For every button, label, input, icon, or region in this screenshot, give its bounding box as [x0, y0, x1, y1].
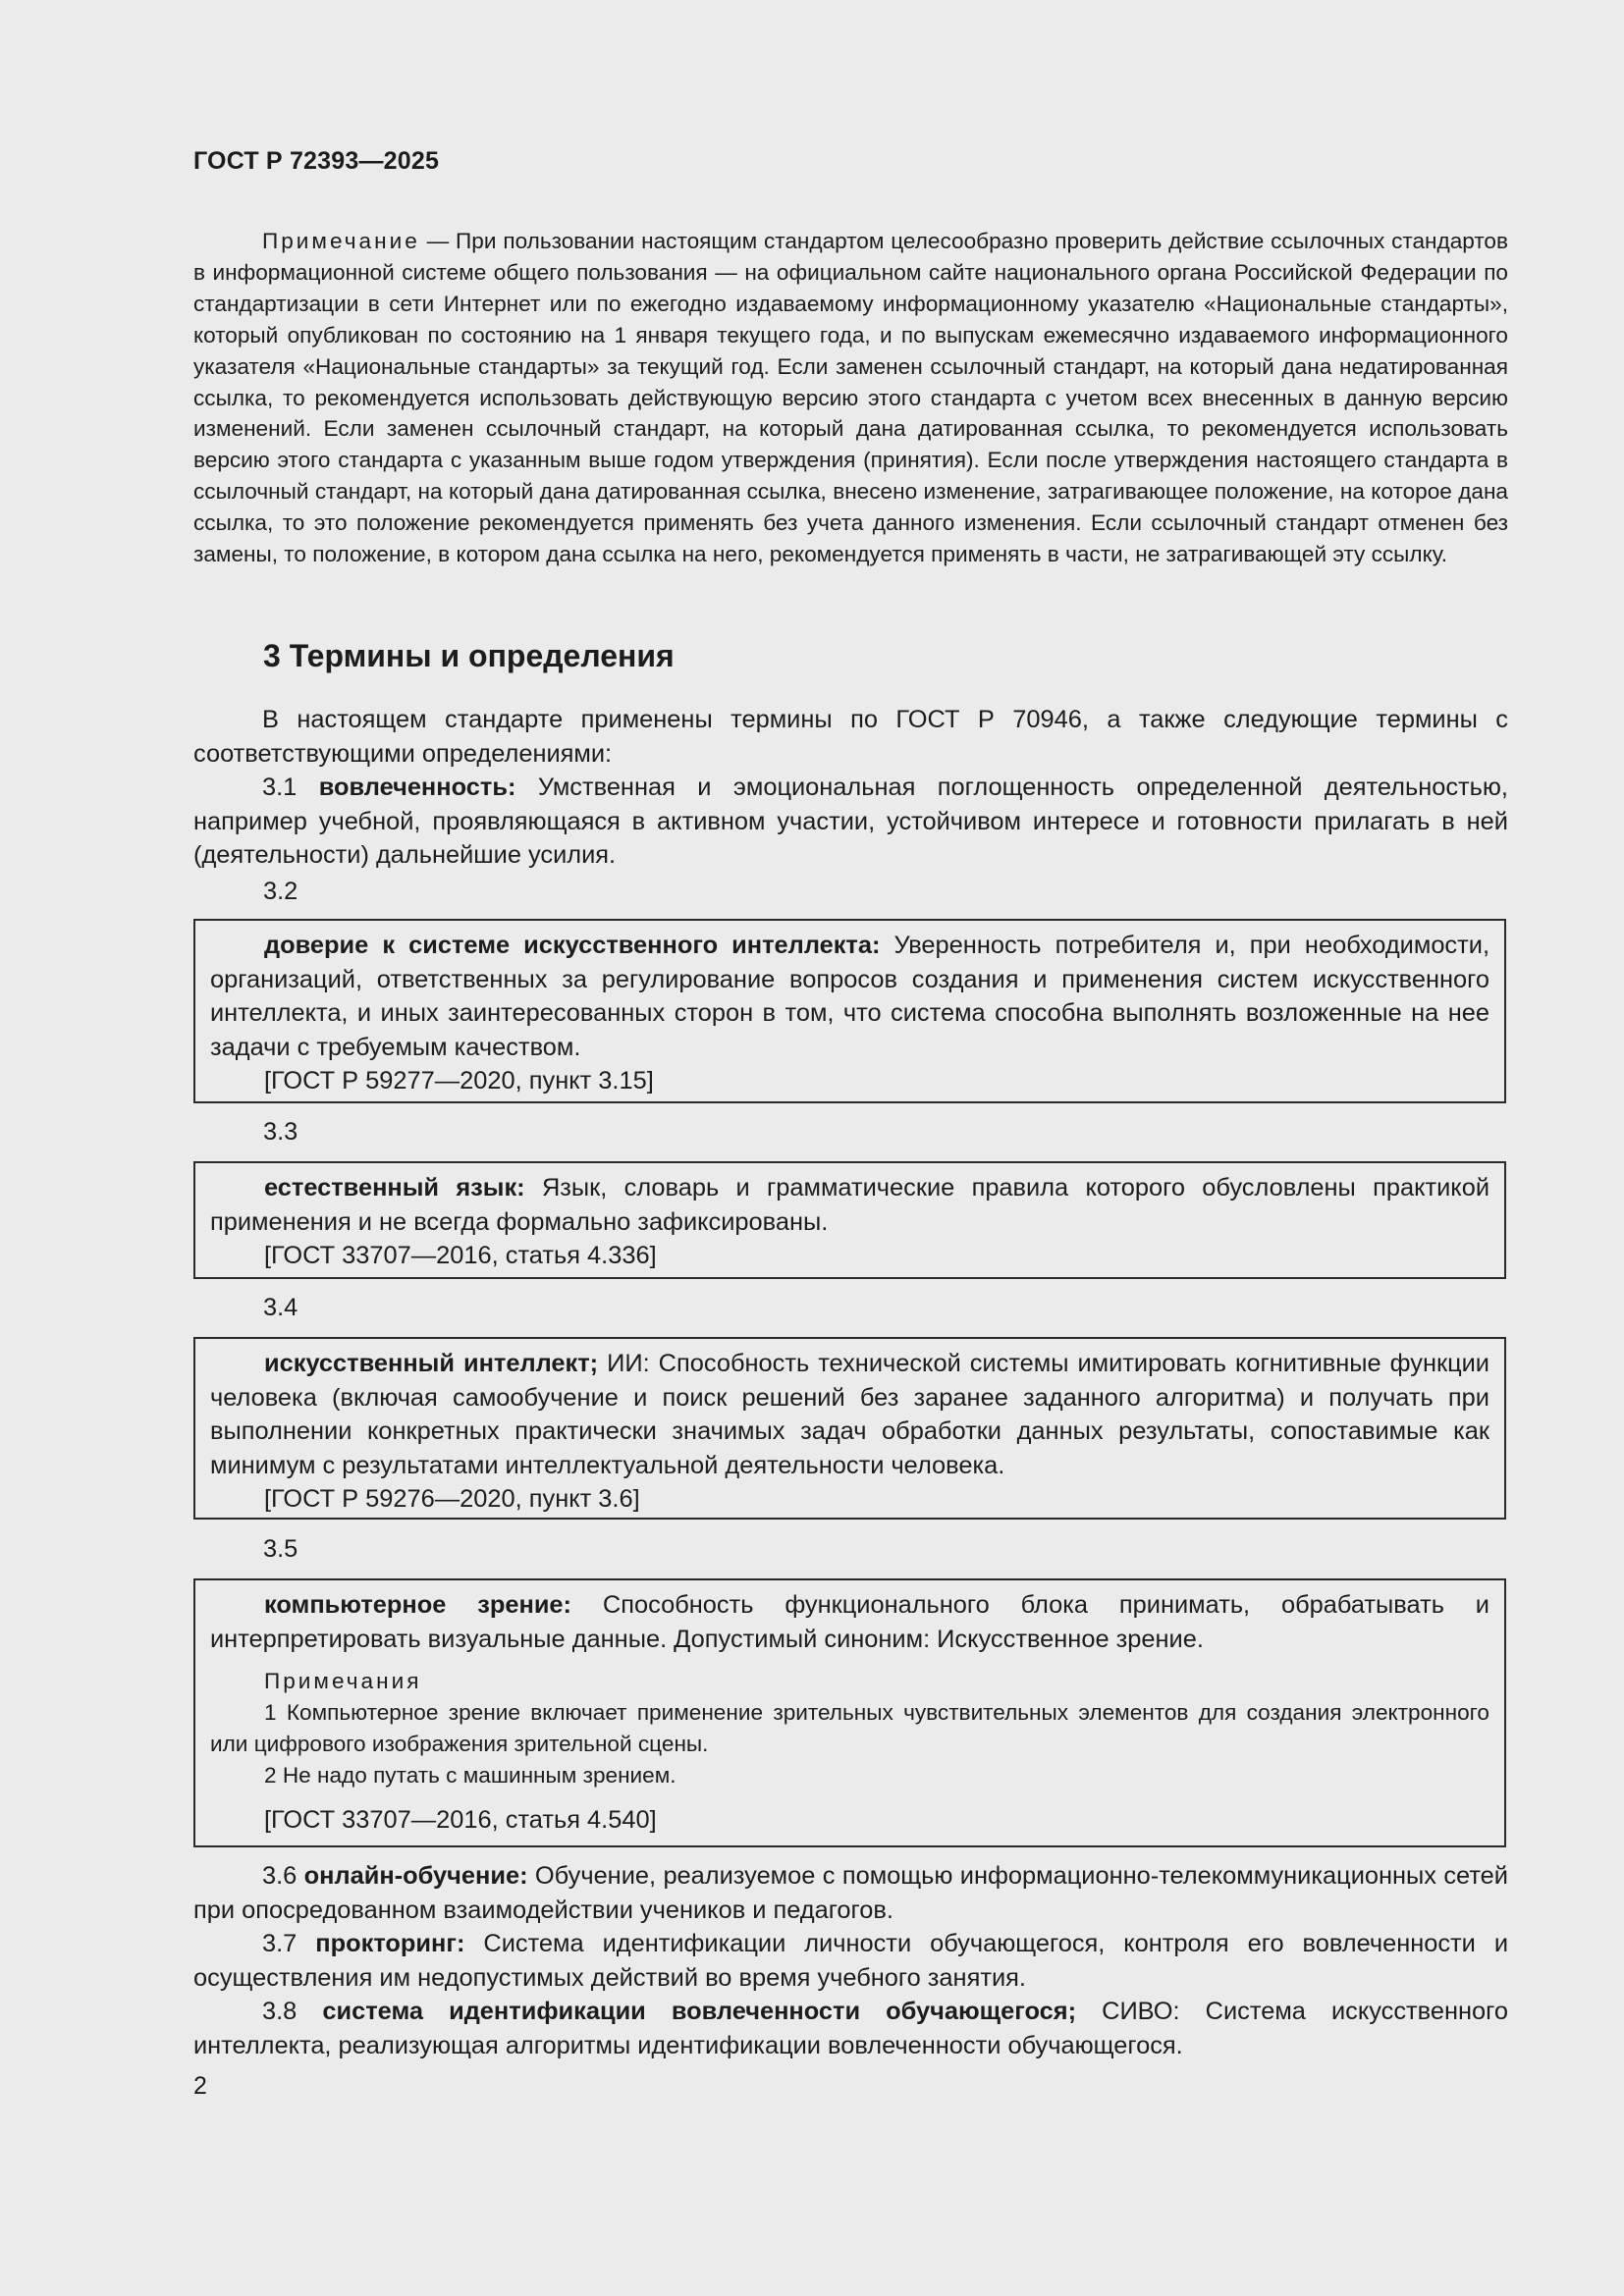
term-number-3-2: 3.2 — [263, 878, 298, 905]
page-number: 2 — [193, 2072, 207, 2100]
term-number: 3.8 — [262, 1998, 323, 2025]
term-definition: Обучение, реализуемое с помощью информационно-телекоммуникационных сетей при опосредованном взаимодействии учеников и педагогов. — [193, 1862, 1508, 1924]
term-3-2 — [210, 929, 1489, 1064]
term-number: 3.6 — [262, 1862, 304, 1890]
term-definition: Система идентификации личности обучающегося, контроля его вовлеченности и осуществления им недопустимых действий во время учебного занятия. — [193, 1930, 1508, 1992]
term-3-3 — [210, 1171, 1489, 1239]
document-header: ГОСТ Р 72393—2025 — [193, 147, 440, 175]
term-definition: Уверенность потребителя и, при необходимости, организаций, ответственных за регулирование вопросов создания и применения систем искусственного интеллекта, и иных заинтересованных сторон в том, что система способна выполнять возложенные на нее задачи с требуемым качеством. — [210, 932, 1489, 1061]
note-text: — При пользовании настоящим стандартом целесообразно проверить действие ссылочных стандартов в информационной системе общего пользования — на официальном сайте национального органа Российской Федерации по стандартизации в сети Интернет или по ежегодно издаваемому информационному указателю «Национальные стандарты», который опубликован по состоянию на 1 января текущего года, и по выпускам ежемесячно издаваемого информационного указателя «Национальные стандарты» за текущий год. Если заменен ссылочный стандарт, на который дана недатированная ссылка, то рекомендуется использовать действующую версию этого стандарта с учетом всех внесенных в данную версию изменений. Если заменен ссылочный стандарт, на который дана датированная ссылка, то рекомендуется использовать версию этого стандарта с указанным выше годом утверждения (принятия). Если после утверждения настоящего стандарта в ссылочный стандарт, на который дана датированная ссылка, внесено изменение, затрагивающее положение, на которое дана ссылка, то это положение рекомендуется применять без учета данного изменения. Если ссылочный стандарт отменен без замены, то положение, в котором дана ссылка на него, рекомендуется применять в части, не затрагивающей эту ссылку. — [193, 229, 1508, 567]
term-box-3-4 — [193, 1337, 1506, 1520]
term-box-3-2 — [193, 919, 1506, 1103]
term-definition: СИВО: Система искусственного интеллекта, реализующая алгоритмы идентификации вовлеченности обучающегося. — [193, 1998, 1508, 2059]
term-note-2: 2 Не надо путать с машинным зрением. — [264, 1763, 677, 1788]
term-box-3-5 — [193, 1578, 1506, 1847]
term-number-3-5: 3.5 — [263, 1535, 298, 1563]
term-source: [ГОСТ Р 59277—2020, пункт 3.15] — [264, 1067, 654, 1095]
notes-label: Примечания — [264, 1669, 422, 1693]
term-source: [ГОСТ 33707—2016, статья 4.336] — [264, 1242, 657, 1269]
term-name: вовлеченность: — [318, 774, 516, 801]
section-intro: В настоящем стандарте применены термины по ГОСТ Р 70946, а также следующие термины с соответствующими определениями: — [193, 706, 1508, 768]
term-definition: Умственная и эмоциональная поглощенность определенной деятельностью, например учебной, проявляющаяся в активном участии, устойчивом интересе и готовности прилагать в ней (деятельности) дальнейшие усилия. — [193, 774, 1508, 869]
term-source: [ГОСТ 33707—2016, статья 4.540] — [264, 1806, 657, 1834]
term-name: онлайн-обучение: — [303, 1862, 528, 1890]
term-name: естественный язык: — [264, 1174, 525, 1201]
term-number: 3.7 — [262, 1930, 316, 1957]
reference-note — [193, 226, 1508, 570]
term-3-5 — [210, 1588, 1489, 1656]
term-3-8 — [193, 1995, 1508, 2062]
term-definition: Способность функционального блока принимать, обрабатывать и интерпретировать визуальные данные. Допустимый синоним: Искусственное зрение. — [210, 1591, 1489, 1653]
term-name: искусственный интеллект; — [264, 1350, 599, 1377]
term-3-6 — [193, 1859, 1508, 1927]
term-number: 3.1 — [262, 774, 319, 801]
note-label: Примечание — [262, 229, 420, 253]
term-number-3-3: 3.3 — [263, 1118, 298, 1146]
term-name: система идентификации вовлеченности обучающегося; — [322, 1998, 1077, 2025]
term-source: [ГОСТ Р 59276—2020, пункт 3.6] — [264, 1485, 640, 1513]
term-box-3-3 — [193, 1161, 1506, 1279]
term-definition: ИИ: Способность технической системы имитировать когнитивные функции человека (включая самообучение и поиск решений без заранее заданного алгоритма) и получать при выполнении конкретных практически значимых задач обработки данных результаты, сопоставимые как минимум с результатами интеллектуальной деятельности человека. — [210, 1350, 1489, 1479]
section-title: 3 Термины и определения — [263, 638, 675, 673]
term-name: доверие к системе искусственного интеллекта: — [264, 932, 881, 959]
term-3-1 — [193, 771, 1508, 873]
term-name: компьютерное зрение: — [264, 1591, 572, 1619]
term-note-1: 1 Компьютерное зрение включает применение зрительных чувствительных элементов для создания электронного или цифрового изображения зрительной сцены. — [210, 1700, 1489, 1756]
term-name: прокторинг: — [315, 1930, 465, 1957]
term-number-3-4: 3.4 — [263, 1294, 298, 1321]
term-3-7 — [193, 1927, 1508, 1995]
term-3-4 — [210, 1347, 1489, 1482]
term-definition: Язык, словарь и грамматические правила которого обусловлены практикой применения и не всегда формально зафиксированы. — [210, 1174, 1490, 1236]
